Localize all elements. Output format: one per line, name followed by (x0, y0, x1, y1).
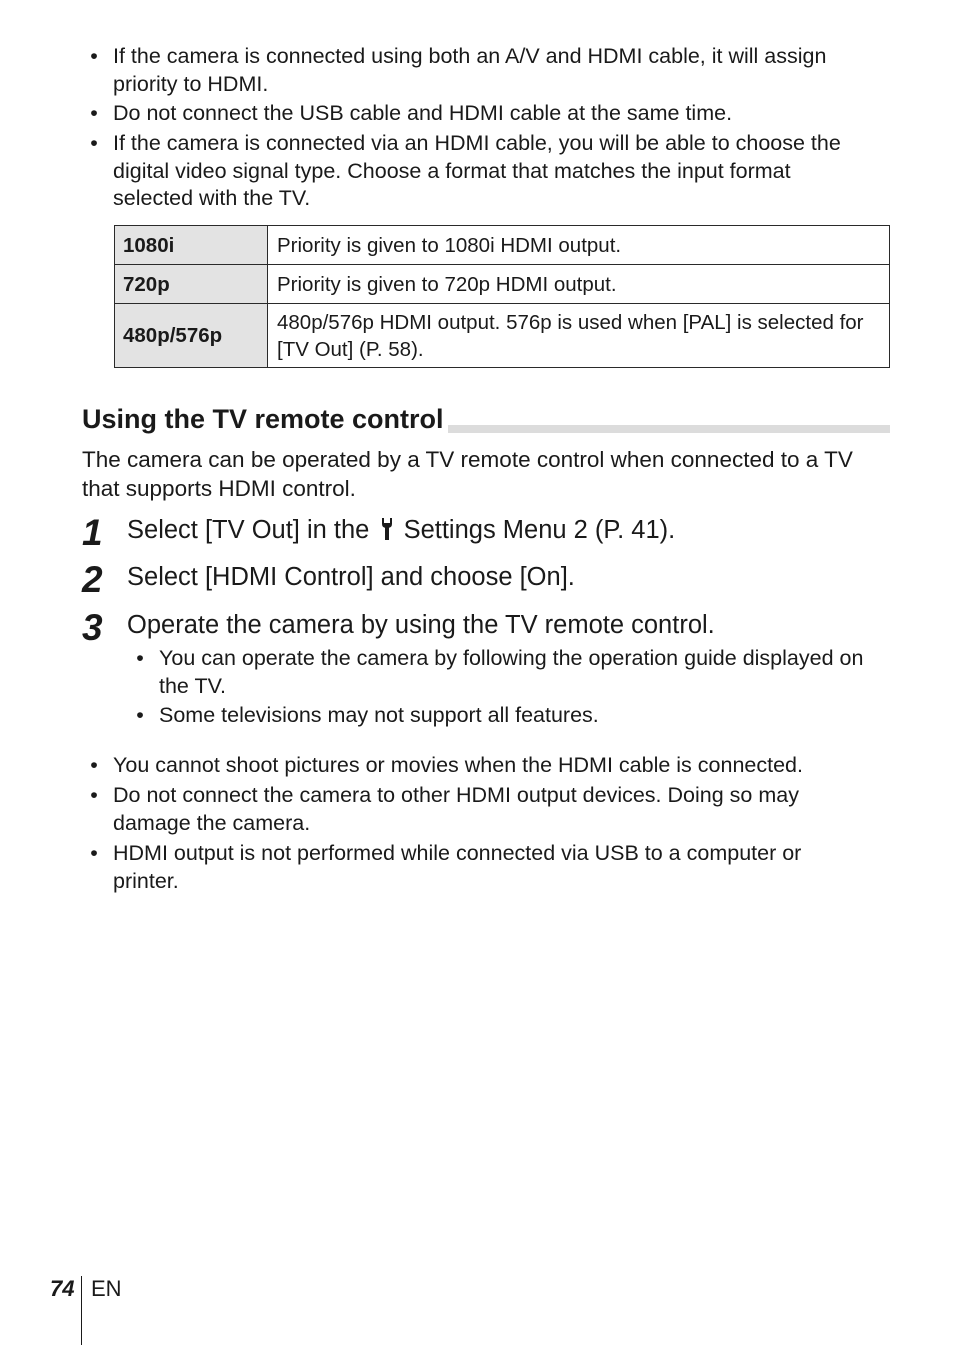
list-item-text: HDMI output is not performed while connected via USB to a computer or printer. (113, 841, 802, 893)
language-label: EN (91, 1276, 122, 1301)
step-text: Select [HDMI Control] and choose [On]. (127, 563, 575, 591)
step-text-after-icon: Settings Menu 2 (P. 41). (403, 516, 676, 544)
bullet-dot: • (90, 101, 98, 125)
step-text-before-icon: Select [TV Out] in the (127, 516, 370, 544)
section-intro: The camera can be operated by a TV remote control when connected to a TV that supports HDMI control. (82, 447, 853, 501)
step-number: 3 (82, 607, 103, 648)
table-row (115, 226, 890, 265)
table-value-cell: Priority is given to 720p HDMI output. (268, 265, 890, 304)
section-title (82, 402, 890, 434)
bullet-dot: • (90, 131, 98, 155)
list-item-text: You can operate the camera by following the operation guide displayed on the TV. (159, 646, 864, 698)
table-key-cell: 720p (115, 265, 268, 304)
step-text: Operate the camera by using the TV remote control. (127, 611, 715, 639)
footer-divider (81, 1276, 82, 1345)
table-key-cell: 1080i (115, 226, 268, 265)
table-row (115, 304, 890, 368)
list-item-text: Do not connect the camera to other HDMI output devices. Doing so may damage the camera. (113, 783, 799, 835)
bullet-dot: • (136, 703, 144, 727)
list-item-text: You cannot shoot pictures or movies when the HDMI cable is connected. (113, 753, 803, 777)
table-row (115, 265, 890, 304)
section-title-text: Using the TV remote control (82, 404, 448, 434)
bullet-dot: • (90, 753, 98, 777)
bullet-dot: • (90, 44, 98, 68)
step-text (127, 514, 675, 549)
hdmi-output-table (114, 225, 890, 368)
bullet-dot: • (90, 841, 98, 865)
page-number: 74 (50, 1276, 75, 1301)
table-value-cell: Priority is given to 1080i HDMI output. (268, 226, 890, 265)
bullet-dot: • (90, 783, 98, 807)
list-item-text: If the camera is connected using both an A/V and HDMI cable, it will assign priority to HDMI. (113, 44, 827, 96)
table-value-cell: 480p/576p HDMI output. 576p is used when [PAL] is selected for [TV Out] (P. 58). (268, 304, 890, 368)
bullet-dot: • (136, 646, 144, 670)
list-item-text: If the camera is connected via an HDMI cable, you will be able to choose the digital video signal type. Choose a format that matches the input format selected with the TV. (113, 131, 841, 210)
step-number: 2 (82, 559, 103, 600)
table-key-cell: 480p/576p (115, 304, 268, 368)
step-number: 1 (82, 512, 103, 553)
wrench-icon (380, 517, 394, 549)
list-item-text: Some televisions may not support all features. (159, 703, 599, 727)
list-item-text: Do not connect the USB cable and HDMI cable at the same time. (113, 101, 733, 125)
